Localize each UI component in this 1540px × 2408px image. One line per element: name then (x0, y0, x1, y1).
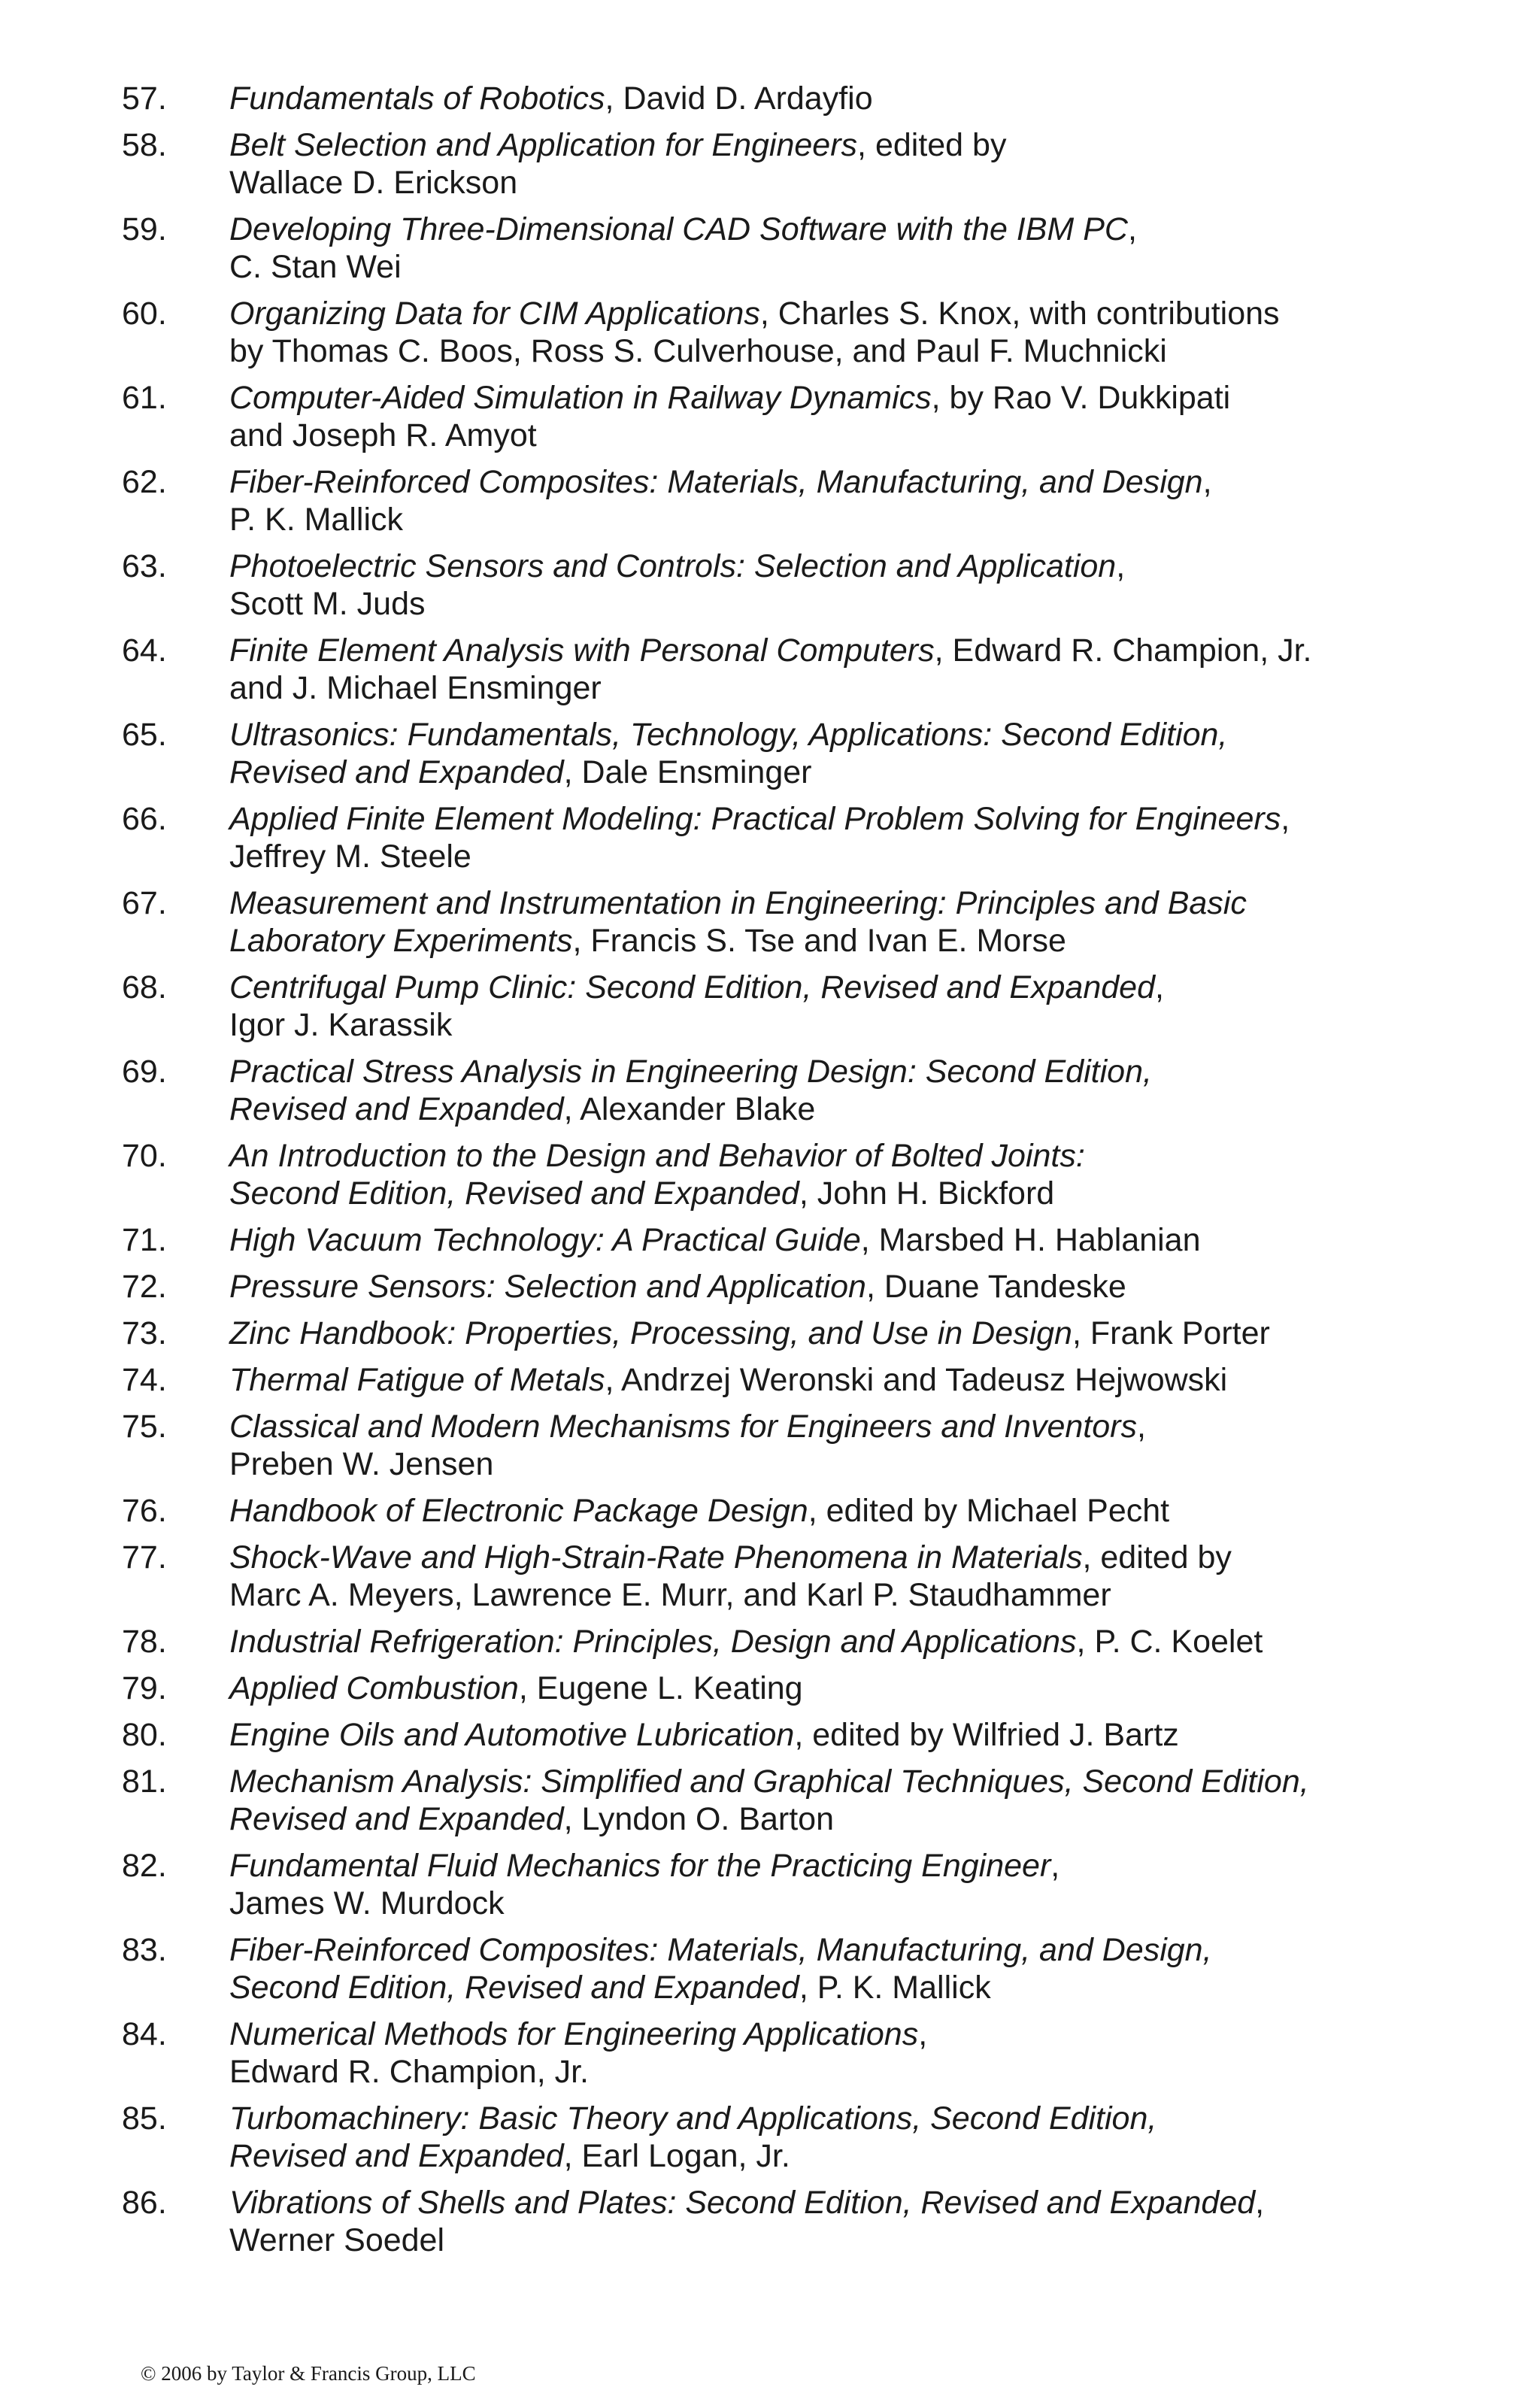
entry-line (229, 1053, 1432, 1090)
list-item (0, 295, 1540, 370)
author-text: , Edward R. Champion, Jr. (934, 632, 1312, 669)
book-title: Zinc Handbook: Properties, Processing, and Use in Design (229, 1315, 1072, 1351)
author-text: , (1136, 1409, 1146, 1445)
author-text: , (1202, 464, 1212, 500)
entry-line (229, 1670, 1432, 1707)
entry-number: 58. (122, 127, 167, 163)
entry-line (229, 800, 1432, 838)
entry-line (229, 463, 1432, 501)
author-text: , David D. Ardayfio (605, 80, 873, 117)
list-item (0, 1053, 1540, 1128)
author-text: , (1050, 1848, 1060, 1884)
entry-number: 84. (122, 2016, 167, 2052)
entry-number: 59. (122, 211, 167, 247)
entry-line (229, 211, 1432, 248)
entry-line (229, 1175, 1432, 1212)
entry-line (229, 754, 1432, 791)
entry-line (229, 1716, 1432, 1754)
book-title: Vibrations of Shells and Plates: Second Edition, Revised and Expanded (229, 2185, 1256, 2221)
book-title: Shock-Wave and High-Strain-Rate Phenomena in Materials (229, 1539, 1083, 1576)
list-item (0, 969, 1540, 1044)
author-text: , Lyndon O. Barton (563, 1801, 835, 1837)
entry-line (229, 2015, 1432, 2053)
list-item (0, 126, 1540, 202)
list-item (0, 211, 1540, 286)
entry-line (229, 1445, 1432, 1483)
author-text: , Alexander Blake (563, 1091, 816, 1127)
entry-text (229, 80, 1432, 117)
book-title: Engine Oils and Automotive Lubrication (229, 1717, 795, 1753)
book-title: Turbomachinery: Basic Theory and Applications, Second Edition, (229, 2100, 1157, 2137)
entry-line (229, 585, 1432, 623)
author-text: , (1155, 969, 1164, 1005)
entry-line (229, 501, 1432, 538)
entry-text (229, 1053, 1432, 1128)
book-title: Finite Element Analysis with Personal Computers (229, 632, 935, 669)
entry-line (229, 1268, 1432, 1306)
entry-number: 68. (122, 969, 167, 1005)
list-item (0, 1670, 1540, 1707)
entry-line (229, 547, 1432, 585)
book-title: Belt Selection and Application for Engineers (229, 127, 858, 163)
entry-number: 64. (122, 632, 167, 669)
entry-line (229, 1090, 1432, 1128)
author-text: Wallace D. Erickson (229, 165, 518, 201)
book-title: Thermal Fatigue of Metals (229, 1362, 605, 1398)
entry-line (229, 716, 1432, 754)
entry-number: 65. (122, 717, 167, 753)
list-item (0, 884, 1540, 960)
author-text: , (1116, 548, 1126, 584)
book-title: Laboratory Experiments (229, 923, 573, 959)
entry-number: 60. (122, 296, 167, 332)
author-text: , (1255, 2185, 1265, 2221)
entry-line (229, 1408, 1432, 1445)
author-text: , Marsbed H. Hablanian (860, 1222, 1201, 1258)
entry-line (229, 1847, 1432, 1885)
entry-line (229, 1885, 1432, 1922)
book-title: Numerical Methods for Engineering Applications (229, 2016, 919, 2052)
author-text: Preben W. Jensen (229, 1446, 494, 1482)
entry-text (229, 379, 1432, 454)
author-text: , edited by (857, 127, 1007, 163)
entry-text (229, 211, 1432, 286)
entry-text (229, 969, 1432, 1044)
list-item (0, 547, 1540, 623)
list-item (0, 1408, 1540, 1483)
author-text: Igor J. Karassik (229, 1007, 453, 1043)
book-title: Fiber-Reinforced Composites: Materials, Manufacturing, and Design, (229, 1932, 1212, 1968)
entry-number: 69. (122, 1054, 167, 1090)
entry-text (229, 2100, 1432, 2175)
book-title: Practical Stress Analysis in Engineering Design: Second Edition, (229, 1054, 1152, 1090)
entry-number: 82. (122, 1848, 167, 1884)
book-title: High Vacuum Technology: A Practical Guide (229, 1222, 861, 1258)
list-item (0, 463, 1540, 538)
copyright-footer: © 2006 by Taylor & Francis Group, LLC (141, 2362, 476, 2385)
book-title: Pressure Sensors: Selection and Application (229, 1269, 866, 1305)
list-item (0, 1137, 1540, 1212)
book-title: Photoelectric Sensors and Controls: Selection and Application (229, 548, 1117, 584)
entry-text (229, 2015, 1432, 2091)
entry-line (229, 1492, 1432, 1530)
entry-text (229, 2184, 1432, 2259)
entry-text (229, 126, 1432, 202)
author-text: Scott M. Juds (229, 586, 426, 622)
entry-text (229, 800, 1432, 875)
author-text: C. Stan Wei (229, 249, 402, 285)
entry-number: 76. (122, 1493, 167, 1529)
book-title: Revised and Expanded (229, 1801, 564, 1837)
book-title: Revised and Expanded (229, 2138, 564, 2174)
entry-text (229, 1268, 1432, 1306)
book-title: Organizing Data for CIM Applications (229, 296, 760, 332)
list-item (0, 379, 1540, 454)
entry-number: 86. (122, 2185, 167, 2221)
book-title: Computer-Aided Simulation in Railway Dynamics (229, 380, 932, 416)
entry-line (229, 1137, 1432, 1175)
book-title: Fundamentals of Robotics (229, 80, 605, 117)
entry-line (229, 1221, 1432, 1259)
entry-number: 66. (122, 801, 167, 837)
list-item (0, 1931, 1540, 2006)
entry-line (229, 1315, 1432, 1352)
author-text: Edward R. Champion, Jr. (229, 2054, 589, 2090)
book-title: Ultrasonics: Fundamentals, Technology, Applications: Second Edition, (229, 717, 1228, 753)
book-title: Revised and Expanded (229, 754, 564, 790)
entry-number: 74. (122, 1362, 167, 1398)
author-text: Marc A. Meyers, Lawrence E. Murr, and Karl P. Staudhammer (229, 1577, 1111, 1613)
entry-line (229, 379, 1432, 417)
entry-text (229, 1539, 1432, 1614)
entry-line (229, 1576, 1432, 1614)
entry-line (229, 969, 1432, 1006)
entry-number: 67. (122, 885, 167, 921)
entry-line (229, 838, 1432, 875)
author-text: , Andrzej Weronski and Tadeusz Hejwowski (605, 1362, 1228, 1398)
entry-text (229, 1492, 1432, 1530)
entry-text (229, 1361, 1432, 1399)
author-text: , John H. Bickford (799, 1175, 1055, 1212)
author-text: , Frank Porter (1072, 1315, 1270, 1351)
book-title: Fundamental Fluid Mechanics for the Practicing Engineer (229, 1848, 1051, 1884)
list-item (0, 1268, 1540, 1306)
entry-text (229, 1408, 1432, 1483)
entry-line (229, 669, 1432, 707)
entry-number: 70. (122, 1138, 167, 1174)
entry-line (229, 295, 1432, 332)
entry-text (229, 463, 1432, 538)
series-list (0, 80, 1540, 2268)
author-text: , (1127, 211, 1137, 247)
entry-number: 62. (122, 464, 167, 500)
entry-text (229, 1763, 1432, 1838)
author-text: and Joseph R. Amyot (229, 417, 537, 453)
author-text: , Eugene L. Keating (518, 1670, 803, 1706)
entry-text (229, 884, 1432, 960)
author-text: , Duane Tandeske (865, 1269, 1126, 1305)
entry-line (229, 1539, 1432, 1576)
list-item (0, 716, 1540, 791)
entry-text (229, 295, 1432, 370)
entry-number: 63. (122, 548, 167, 584)
list-item (0, 1221, 1540, 1259)
entry-line (229, 2053, 1432, 2091)
entry-number: 77. (122, 1539, 167, 1576)
list-item (0, 1847, 1540, 1922)
author-text: , edited by Michael Pecht (808, 1493, 1170, 1529)
entry-text (229, 1931, 1432, 2006)
entry-line (229, 1763, 1432, 1800)
entry-line (229, 2137, 1432, 2175)
author-text: , Dale Ensminger (563, 754, 812, 790)
author-text: , P. C. Koelet (1076, 1624, 1263, 1660)
entry-number: 83. (122, 1932, 167, 1968)
book-title: Revised and Expanded (229, 1091, 564, 1127)
entry-text (229, 1315, 1432, 1352)
list-item (0, 632, 1540, 707)
entry-line (229, 2184, 1432, 2221)
entry-text (229, 632, 1432, 707)
author-text: by Thomas C. Boos, Ross S. Culverhouse, and Paul F. Muchnicki (229, 333, 1167, 369)
entry-line (229, 1361, 1432, 1399)
entry-number: 80. (122, 1717, 167, 1753)
book-title: Classical and Modern Mechanisms for Engineers and Inventors (229, 1409, 1137, 1445)
book-title: Industrial Refrigeration: Principles, Design and Applications (229, 1624, 1077, 1660)
entry-text (229, 1716, 1432, 1754)
author-text: , Francis S. Tse and Ivan E. Morse (572, 923, 1066, 959)
entry-number: 72. (122, 1269, 167, 1305)
entry-line (229, 1006, 1432, 1044)
book-title: Developing Three-Dimensional CAD Software with the IBM PC (229, 211, 1128, 247)
book-title: Handbook of Electronic Package Design (229, 1493, 808, 1529)
book-title: Centrifugal Pump Clinic: Second Edition, Revised and Expanded (229, 969, 1156, 1005)
book-title: Applied Finite Element Modeling: Practical Problem Solving for Engineers (229, 801, 1281, 837)
author-text: , P. K. Mallick (799, 1970, 991, 2006)
entry-text (229, 1137, 1432, 1212)
entry-line (229, 922, 1432, 960)
list-item (0, 800, 1540, 875)
list-item (0, 2100, 1540, 2175)
list-item (0, 80, 1540, 117)
entry-number: 75. (122, 1409, 167, 1445)
entry-text (229, 716, 1432, 791)
author-text: P. K. Mallick (229, 502, 403, 538)
list-item (0, 1315, 1540, 1352)
list-item (0, 2184, 1540, 2259)
book-title: Second Edition, Revised and Expanded (229, 1175, 799, 1212)
entry-line (229, 2221, 1432, 2259)
entry-line (229, 248, 1432, 286)
entry-line (229, 332, 1432, 370)
entry-number: 81. (122, 1764, 167, 1800)
author-text: , Earl Logan, Jr. (563, 2138, 790, 2174)
entry-line (229, 1969, 1432, 2006)
entry-text (229, 1670, 1432, 1707)
book-title: An Introduction to the Design and Behavior of Bolted Joints: (229, 1138, 1085, 1174)
entry-line (229, 417, 1432, 454)
book-title: Applied Combustion (229, 1670, 519, 1706)
entry-text (229, 1221, 1432, 1259)
author-text: Werner Soedel (229, 2222, 445, 2258)
book-title: Measurement and Instrumentation in Engineering: Principles and Basic (229, 885, 1247, 921)
entry-number: 79. (122, 1670, 167, 1706)
entry-number: 71. (122, 1222, 167, 1258)
entry-text (229, 1623, 1432, 1660)
author-text: , by Rao V. Dukkipati (931, 380, 1231, 416)
author-text: , edited by Wilfried J. Bartz (794, 1717, 1179, 1753)
author-text: and J. Michael Ensminger (229, 670, 602, 706)
entry-line (229, 2100, 1432, 2137)
entry-number: 73. (122, 1315, 167, 1351)
book-title: Mechanism Analysis: Simplified and Graphical Techniques, Second Edition, (229, 1764, 1309, 1800)
entry-line (229, 884, 1432, 922)
entry-line (229, 164, 1432, 202)
list-item (0, 1361, 1540, 1399)
entry-line (229, 632, 1432, 669)
author-text: , edited by (1082, 1539, 1232, 1576)
entry-line (229, 1800, 1432, 1838)
entry-number: 85. (122, 2100, 167, 2137)
entry-number: 78. (122, 1624, 167, 1660)
entry-number: 61. (122, 380, 167, 416)
author-text: Jeffrey M. Steele (229, 839, 471, 875)
author-text: , (918, 2016, 928, 2052)
list-item (0, 1623, 1540, 1660)
list-item (0, 1716, 1540, 1754)
entry-text (229, 1847, 1432, 1922)
list-item (0, 2015, 1540, 2091)
entry-line (229, 1623, 1432, 1660)
author-text: James W. Murdock (229, 1885, 505, 1921)
entry-line (229, 1931, 1432, 1969)
book-title: Second Edition, Revised and Expanded (229, 1970, 799, 2006)
entry-text (229, 547, 1432, 623)
author-text: , (1281, 801, 1290, 837)
book-title: Fiber-Reinforced Composites: Materials, Manufacturing, and Design (229, 464, 1203, 500)
list-item (0, 1492, 1540, 1530)
list-item (0, 1763, 1540, 1838)
entry-number: 57. (122, 80, 167, 117)
list-item (0, 1539, 1540, 1614)
entry-line (229, 126, 1432, 164)
entry-line (229, 80, 1432, 117)
author-text: , Charles S. Knox, with contributions (759, 296, 1280, 332)
